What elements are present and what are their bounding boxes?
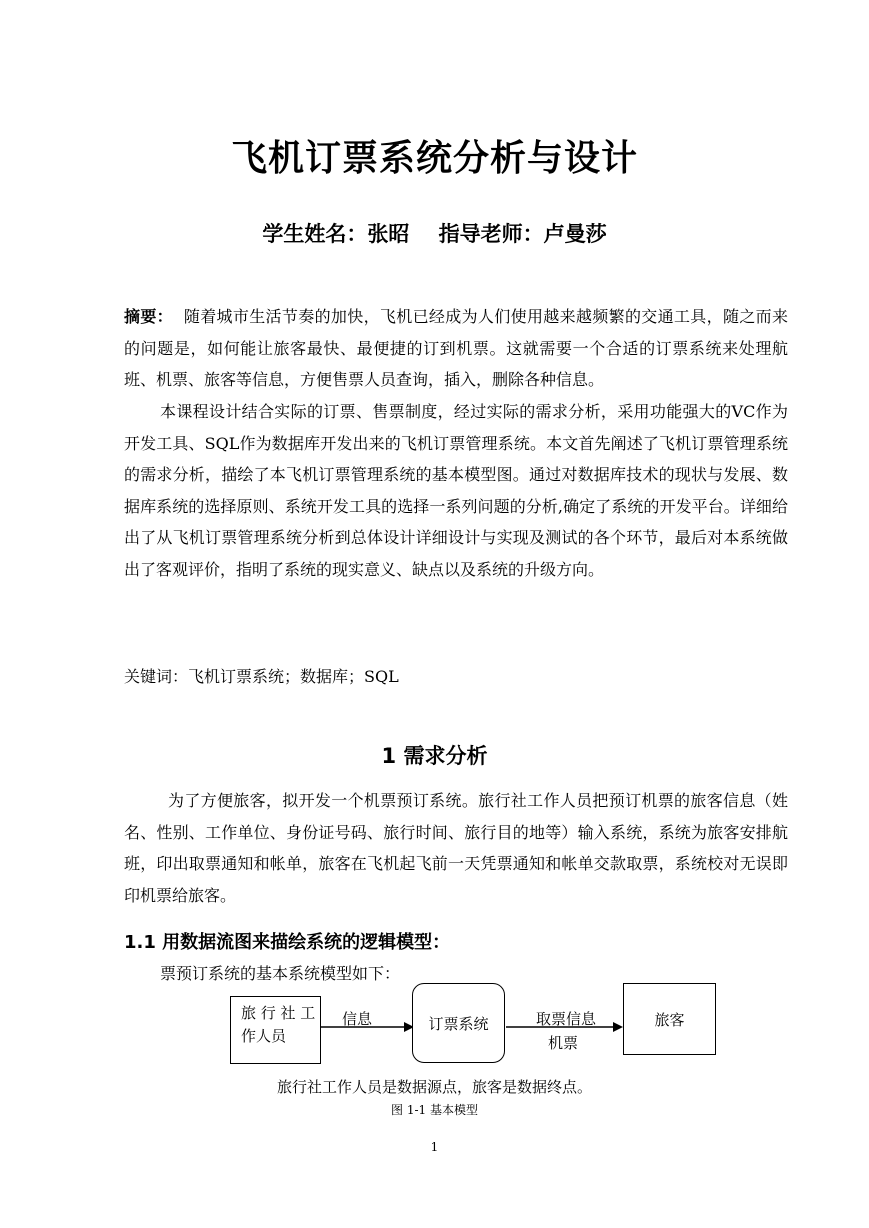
sink-box [623,983,716,1055]
flow1-arrow [320,1020,415,1034]
process-box [412,983,505,1063]
student-name: 张昭 [367,222,410,246]
source-label-line2: 作人员 [241,1027,287,1045]
flow2-label-bottom: 机票 [548,1034,579,1052]
figure-caption: 图 1-1 基本模型 [391,1103,478,1117]
sink-label: 旅客 [654,1010,685,1029]
keywords-text: 飞机订票系统；数据库；SQL [188,667,399,686]
keywords [124,663,399,691]
source-box [230,996,321,1064]
section-heading-1-1: 1.1 用数据流图来描绘系统的逻辑模型： [124,932,451,953]
abstract-paragraph-1 [124,301,788,396]
author-line [0,218,869,248]
advisor-label: 指导老师： [438,222,544,246]
advisor-name: 卢曼莎 [543,222,607,246]
abstract-paragraph-2: 本课程设计结合实际的订票、售票制度，经过实际的需求分析，采用功能强大的VC作为开发工具、SQL作为数据库开发出来的飞机订票管理系统。本文首先阐述了飞机订票管理系统的需求分析，描绘了本飞机订票管理系统的基本模型图。通过对数据库技术的现状与发展、数据库系统的选择原则、系统开发工具的选择一系列问题的分析,确定了系统的开发平台。详细给出了从飞机订票管理系统分析到总体设计详细设计与实现及测试的各个环节，最后对本系统做出了客观评价，指明了系统的现实意义、缺点以及系统的升级方向。 [124,402,788,579]
abstract-text-1: 随着城市生活节奏的加快，飞机已经成为人们使用越来越频繁的交通工具，随之而来的问题是，如何能让旅客最快、最便捷的订到机票。这就需要一个合适的订票系统来处理航班、机票、旅客等信息，方便售票人员查询，插入，删除各种信息。 [124,307,788,390]
section-1-paragraph: 为了方便旅客，拟开发一个机票预订系统。旅行社工作人员把预订机票的旅客信息（姓名、性别、工作单位、身份证号码、旅行时间、旅行目的地等）输入系统，系统为旅客安排航班，印出取票通知和帐单，旅客在飞机起飞前一天凭票通知和帐单交款取票，系统校对无误即印机票给旅客。 [124,791,788,905]
document-title: 飞机订票系统分析与设计 [230,138,638,179]
flow2-label-top: 取票信息 [536,1010,597,1028]
keywords-label: 关键词： [124,667,189,686]
flow1-label: 信息 [342,1010,373,1028]
student-label: 学生姓名： [262,222,368,246]
source-label-line1: 旅 行 社 工 [241,1004,316,1022]
section-heading-1: 1 需求分析 [381,744,488,768]
diagram-note: 旅行社工作人员是数据源点，旅客是数据终点。 [276,1078,592,1096]
page-number: 1 [430,1140,439,1154]
process-label: 订票系统 [428,1014,489,1033]
abstract-label: 摘要： [124,307,174,326]
diagram-intro: 票预订系统的基本系统模型如下： [160,964,401,983]
author-spacer [409,222,438,246]
